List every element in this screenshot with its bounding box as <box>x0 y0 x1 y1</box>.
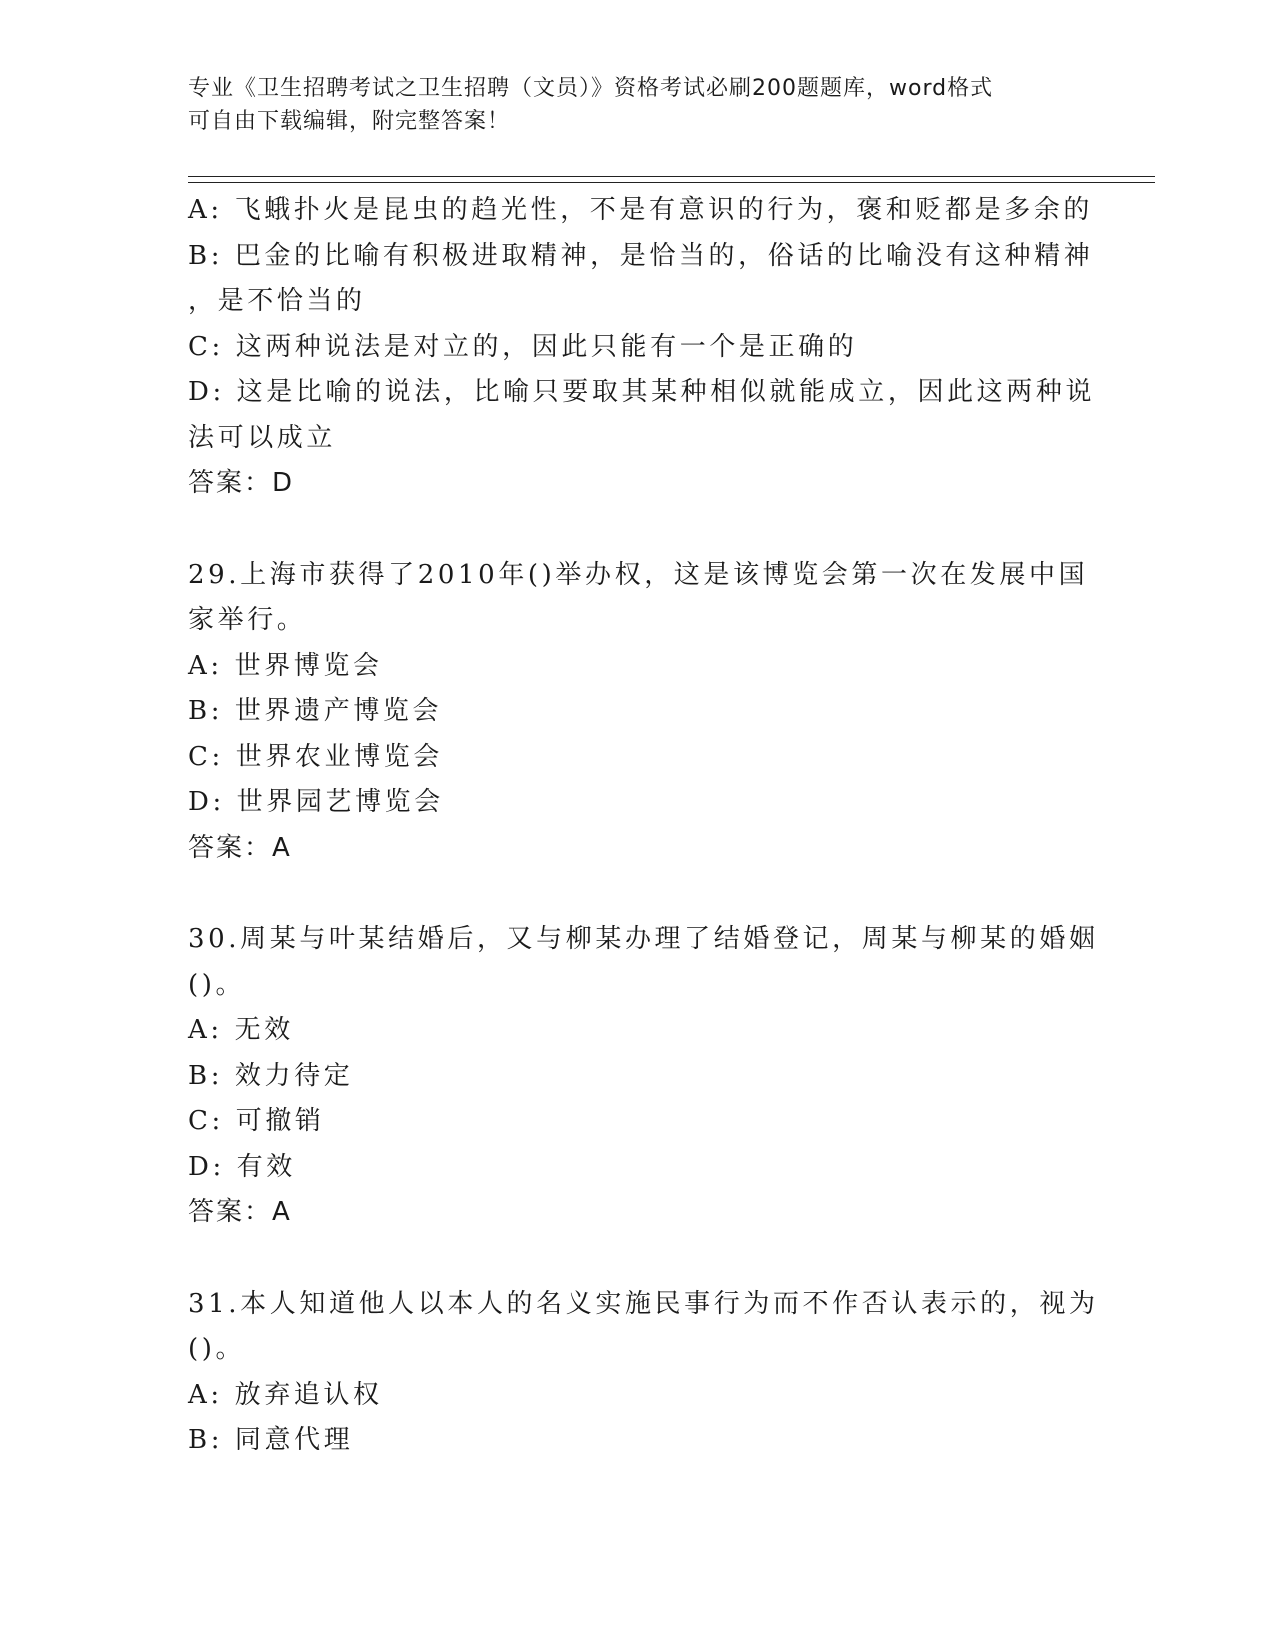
option-a: A: 放弃追认权 <box>188 1379 383 1410</box>
question-28-continued <box>188 188 1096 507</box>
document-header <box>188 72 1088 138</box>
option-c: C: 世界农业博览会 <box>188 741 443 772</box>
option-d: D: 世界园艺博览会 <box>188 787 444 817</box>
option-line: D: 这是比喻的说法，比喻只要取其某种相似就能成立，因此这两种说 <box>188 377 1096 407</box>
option-b: B: 世界遗产博览会 <box>188 696 443 726</box>
question-list <box>188 188 1099 1464</box>
answer-line: 答案：D <box>188 468 295 498</box>
option-line: B: 巴金的比喻有积极进取精神，是恰当的，俗话的比喻没有这种精神 <box>188 240 1094 271</box>
option-line: 法可以成立 <box>188 422 337 453</box>
question-stem: 31.本人知道他人以本人的名义实施民事行为而不作否认表示的，视为 <box>188 1288 1099 1319</box>
option-line: C: 这两种说法是对立的，因此只能有一个是正确的 <box>188 331 858 362</box>
option-b: B: 效力待定 <box>188 1060 354 1091</box>
header-divider-top <box>188 176 1155 177</box>
question-stem: 家举行。 <box>188 605 307 635</box>
answer-line: 答案：A <box>188 1197 292 1227</box>
question-stem: ()。 <box>188 969 246 1000</box>
option-a: A: 无效 <box>188 1015 294 1045</box>
answer-line: 答案：A <box>188 832 292 863</box>
option-c: C: 可撤销 <box>188 1106 325 1136</box>
question-31 <box>188 1282 1099 1464</box>
header-line-2: 可自由下载编辑，附完整答案！ <box>188 109 511 134</box>
header-divider-bottom <box>188 182 1155 183</box>
question-stem: ()。 <box>188 1334 246 1364</box>
option-d: D: 有效 <box>188 1151 296 1182</box>
question-29 <box>188 553 1088 872</box>
option-line: A: 飞蛾扑火是昆虫的趋光性，不是有意识的行为，褒和贬都是多余的 <box>188 195 1094 225</box>
question-stem: 29.上海市获得了2010年()举办权，这是该博览会第一次在发展中国 <box>188 559 1089 590</box>
option-line: ，是不恰当的 <box>188 286 366 316</box>
header-line-1: 专业《卫生招聘考试之卫生招聘（文员）》资格考试必刷200题题库，word格式 <box>188 76 994 101</box>
option-b: B: 同意代理 <box>188 1425 354 1455</box>
option-a: A: 世界博览会 <box>188 650 383 681</box>
question-30 <box>188 917 1099 1236</box>
question-stem: 30.周某与叶某结婚后，又与柳某办理了结婚登记，周某与柳某的婚姻 <box>188 924 1099 954</box>
